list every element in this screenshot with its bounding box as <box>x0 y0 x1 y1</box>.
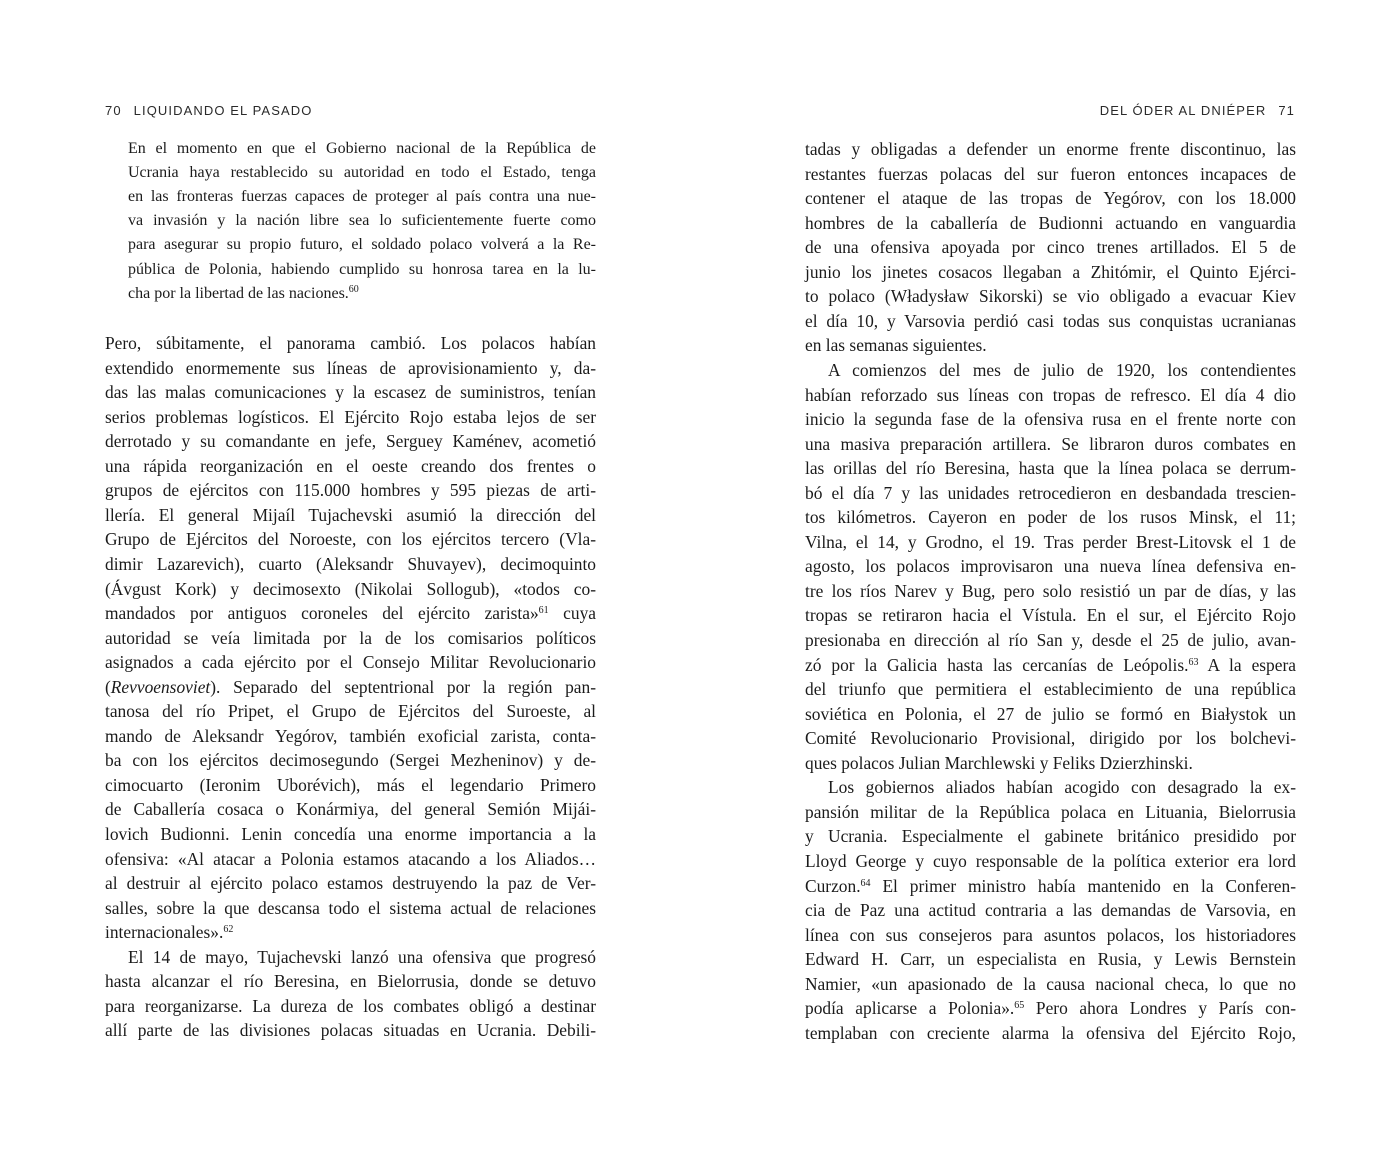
line-text: agosto, los polacos improvisaron una nueva línea defensiva en- <box>805 556 1296 577</box>
line-text: zó por la Galicia hasta las cercanías de Leópolis. <box>805 654 1189 675</box>
text-line <box>805 432 1296 456</box>
text-line <box>805 358 1296 382</box>
text-line <box>128 185 596 209</box>
italic-text: Revvoensoviet <box>110 676 211 697</box>
line-text: inicio la segunda fase de la ofensiva rusa en el frente norte con <box>805 409 1296 430</box>
line-text: soviética en Polonia, el 27 de julio se formó en Białystok un <box>805 703 1296 724</box>
text-line <box>805 800 1296 824</box>
text-line <box>805 1021 1296 1045</box>
line-text: cimocuarto (Ieronim Uborévich), más el legendario Primero <box>105 774 596 795</box>
line-text: extendido enormemente sus líneas de aprovisionamiento y, da- <box>105 357 596 378</box>
line-text: una rápida reorganización en el oeste creando dos frentes o <box>105 455 596 476</box>
text-line <box>805 284 1296 308</box>
text-line <box>805 874 1296 898</box>
text-line <box>105 552 596 576</box>
text-line <box>805 947 1296 971</box>
text-line <box>105 503 596 527</box>
line-text: ba con los ejércitos decimosegundo (Sergei Mezheninov) y de- <box>105 750 596 771</box>
text-line <box>805 628 1296 652</box>
line-text: contener el ataque de las tropas de Yegórov, con los 18.000 <box>805 188 1296 209</box>
line-text: tanosa del río Pripet, el Grupo de Ejércitos del Suroeste, al <box>105 701 596 722</box>
text-line <box>805 309 1296 333</box>
text-line <box>105 454 596 478</box>
text-line <box>128 161 596 185</box>
line-text: das las malas comunicaciones y la escasez de suministros, tenían <box>105 382 596 403</box>
text-line <box>105 675 596 699</box>
line-text: grupos de ejércitos con 115.000 hombres y 595 piezas de arti- <box>105 480 596 501</box>
text-line <box>805 898 1296 922</box>
text-line <box>105 994 596 1018</box>
text-line <box>128 258 596 282</box>
footnote-ref: 63 <box>1188 656 1199 668</box>
footnote-ref: 60 <box>348 283 359 295</box>
line-text: y Ucrania. Especialmente el gabinete británico presidido por <box>805 826 1296 847</box>
line-text: cha por la libertad de las naciones. <box>128 284 349 302</box>
line-text: mandados por antiguos coroneles del ejército zarista» <box>105 603 539 624</box>
text-line <box>805 235 1296 259</box>
line-text: ( <box>105 676 111 697</box>
text-line <box>105 945 596 969</box>
footnote-ref: 61 <box>538 605 549 617</box>
right-folio: 71 <box>1278 103 1295 118</box>
text-line <box>805 186 1296 210</box>
text-line <box>105 577 596 601</box>
line-text: A comienzos del mes de julio de 1920, los contendientes <box>828 359 1296 380</box>
text-line <box>105 773 596 797</box>
line-text: en las fronteras fuerzas capaces de proteger al país contra una nue- <box>128 188 596 206</box>
text-line <box>805 824 1296 848</box>
line-text: de Caballería cosaca o Konármiya, del general Semión Mijái- <box>105 799 596 820</box>
line-text: línea con sus consejeros para asuntos polacos, los historiadores <box>805 924 1296 945</box>
line-text-continued: ). Separado del septentrional por la región pan- <box>210 676 596 697</box>
line-text: para asegurar su propio futuro, el soldado polaco volverá a la Re- <box>128 236 596 254</box>
line-text: autoridad se veía limitada por la de los comisarios políticos <box>105 627 596 648</box>
line-text: derrotado y su comandante en jefe, Serguey Kaménev, acometió <box>105 431 596 452</box>
line-text: cia de Paz una actitud contraria a las demandas de Varsovia, en <box>805 900 1296 921</box>
line-text-continued: El primer ministro había mantenido en la Conferen- <box>870 875 1296 896</box>
line-text: Edward H. Carr, un especialista en Rusia, y Lewis Bernstein <box>805 949 1296 970</box>
line-text: bó el día 7 y las unidades retrocedieron en desbandada trescien- <box>805 482 1296 503</box>
text-line <box>128 282 596 306</box>
line-text: Grupo de Ejércitos del Noroeste, con los ejércitos tercero (Vla- <box>105 529 596 550</box>
line-text: pansión militar de la República polaca en Lituania, Bielorrusia <box>805 801 1296 822</box>
line-text: tos kilómetros. Cayeron en poder de los rusos Minsk, el 11; <box>805 507 1296 528</box>
line-text: Vilna, el 14, y Grodno, el 19. Tras perder Brest-Litovsk el 1 de <box>805 531 1296 552</box>
line-text: mando de Aleksandr Yegórov, también exoficial zarista, conta- <box>105 725 596 746</box>
line-text: El 14 de mayo, Tujachevski lanzó una ofensiva que progresó <box>128 946 596 967</box>
line-text: hombres de la caballería de Budionni actuando en vanguardia <box>805 212 1296 233</box>
text-line <box>105 650 596 674</box>
line-text-continued: A la espera <box>1198 654 1296 675</box>
text-line <box>805 923 1296 947</box>
footnote-ref: 62 <box>223 924 234 936</box>
line-text: serios problemas logísticos. El Ejército Rojo estaba lejos de ser <box>105 406 596 427</box>
line-text: de una ofensiva apoyada por cinco trenes artillados. El 5 de <box>805 237 1296 258</box>
footnote-ref: 65 <box>1014 1000 1025 1012</box>
text-line <box>105 405 596 429</box>
line-text-continued: Pero ahora Londres y París con- <box>1024 998 1296 1019</box>
line-text: lovich Budionni. Lenin concedía una enorme importancia a la <box>105 824 596 844</box>
text-line <box>805 333 1296 357</box>
line-text: podía aplicarse a Polonia». <box>805 998 1015 1019</box>
text-line <box>805 137 1296 161</box>
line-text: Ucrania haya restablecido su autoridad en todo el Estado, tenga <box>128 164 596 182</box>
line-text: tadas y obligadas a defender un enorme frente discontinuo, las <box>805 139 1296 159</box>
text-line <box>805 162 1296 186</box>
line-text: ofensiva: «Al atacar a Polonia estamos atacando a los Aliados… <box>105 848 596 869</box>
text-line <box>805 407 1296 431</box>
line-text: Lloyd George y cuyo responsable de la política exterior era lord <box>805 850 1296 871</box>
text-line <box>105 380 596 404</box>
text-line <box>805 972 1296 996</box>
text-line <box>805 211 1296 235</box>
line-text: las orillas del río Beresina, hasta que la línea polaca se derrum- <box>805 458 1296 479</box>
text-line <box>105 626 596 650</box>
text-line <box>805 260 1296 284</box>
line-text: para reorganizarse. La dureza de los combates obligó a destinar <box>105 995 596 1016</box>
footnote-ref: 64 <box>860 877 871 889</box>
line-text: Los gobiernos aliados habían acogido con desagrado la ex- <box>828 777 1296 798</box>
line-text: tropas se retiraron hacia el Vístula. En el sur, el Ejército Rojo <box>805 605 1296 626</box>
text-line <box>105 847 596 871</box>
line-text: al destruir al ejército polaco estamos destruyendo la paz de Ver- <box>105 873 596 894</box>
line-text: ques polacos Julian Marchlewski y Feliks Dzierzhinski. <box>805 752 1193 773</box>
text-line <box>128 233 596 257</box>
text-line <box>805 579 1296 603</box>
line-text: hasta alcanzar el río Beresina, en Bielorrusia, donde se detuvo <box>105 971 596 992</box>
text-line <box>105 797 596 821</box>
line-text-continued: cuya <box>548 603 596 624</box>
text-line <box>805 677 1296 701</box>
line-text: pública de Polonia, habiendo cumplido su honrosa tarea en la lu- <box>128 260 596 278</box>
line-text: llería. El general Mijaíl Tujachevski asumió la dirección del <box>105 504 596 525</box>
text-line <box>105 896 596 920</box>
text-line <box>805 530 1296 554</box>
text-line <box>805 726 1296 750</box>
text-line <box>105 871 596 895</box>
text-line <box>105 1018 596 1042</box>
text-line <box>128 209 596 233</box>
line-text: habían reforzado sus líneas con tropas de refresco. El día 4 dio <box>805 384 1296 405</box>
text-line <box>105 601 596 625</box>
text-line <box>105 478 596 502</box>
text-line <box>805 996 1296 1020</box>
line-text: internacionales». <box>105 922 224 943</box>
line-text: Curzon. <box>805 875 861 896</box>
text-line <box>805 775 1296 799</box>
line-text: va invasión y la nación libre sea lo suficientemente fuerte como <box>128 212 596 230</box>
text-line <box>805 849 1296 873</box>
line-text: to polaco (Władysław Sikorski) se vio obligado a evacuar Kiev <box>805 286 1296 307</box>
text-line <box>105 724 596 748</box>
text-line <box>105 748 596 772</box>
line-text: dimir Lazarevich), cuarto (Aleksandr Shuvayev), decimoquinto <box>105 553 596 574</box>
text-line <box>805 653 1296 677</box>
text-line <box>805 481 1296 505</box>
text-line <box>128 137 596 161</box>
text-line <box>805 603 1296 627</box>
text-line <box>105 429 596 453</box>
text-line <box>805 554 1296 578</box>
line-text: tre los ríos Narev y Bug, pero solo resistió un par de días, y las <box>805 580 1296 601</box>
text-line <box>805 751 1296 775</box>
left-folio: 70 <box>105 103 122 118</box>
line-text: Comité Revolucionario Provisional, dirigido por los bolchevi- <box>805 728 1296 749</box>
text-line <box>805 456 1296 480</box>
right-running-head <box>1100 103 1295 118</box>
line-text: salles, sobre la que descansa todo el sistema actual de relaciones <box>105 897 596 918</box>
line-text: (Ávgust Kork) y decimosexto (Nikolai Sollogub), «todos co- <box>105 578 596 599</box>
text-line <box>105 527 596 551</box>
text-line <box>105 969 596 993</box>
line-text: En el momento en que el Gobierno nacional de la República de <box>128 140 596 157</box>
line-text: Pero, súbitamente, el panorama cambió. Los polacos habían <box>105 333 596 353</box>
line-text: asignados a cada ejército por el Consejo Militar Revolucionario <box>105 652 596 673</box>
line-text: presionaba en dirección al río San y, desde el 25 de julio, avan- <box>805 630 1296 650</box>
text-line <box>105 822 596 846</box>
text-line <box>105 331 596 355</box>
line-text: restantes fuerzas polacas del sur fueron entonces incapaces de <box>805 163 1296 184</box>
left-running-head <box>105 103 312 118</box>
line-text: en las semanas siguientes. <box>805 335 987 356</box>
line-text: el día 10, y Varsovia perdió casi todas sus conquistas ucranianas <box>805 310 1296 331</box>
text-line <box>805 383 1296 407</box>
line-text: una masiva preparación artillera. Se libraron duros combates en <box>805 433 1296 454</box>
left-running-title: LIQUIDANDO EL PASADO <box>133 103 313 118</box>
line-text: Namier, «un apasionado de la causa nacional checa, lo que no <box>805 973 1296 994</box>
text-line <box>105 920 596 944</box>
line-text: del triunfo que permitiera el establecimiento de una república <box>805 679 1296 700</box>
text-line <box>105 356 596 380</box>
text-line <box>805 505 1296 529</box>
right-running-title: DEL ÓDER AL DNIÉPER <box>1099 103 1267 118</box>
text-line <box>105 699 596 723</box>
line-text: allí parte de las divisiones polacas situadas en Ucrania. Debili- <box>105 1020 596 1041</box>
text-line <box>805 702 1296 726</box>
line-text: templaban con creciente alarma la ofensiva del Ejército Rojo, <box>805 1022 1296 1043</box>
line-text: junio los jinetes cosacos llegaban a Zhitómir, el Quinto Ejérci- <box>805 261 1296 282</box>
